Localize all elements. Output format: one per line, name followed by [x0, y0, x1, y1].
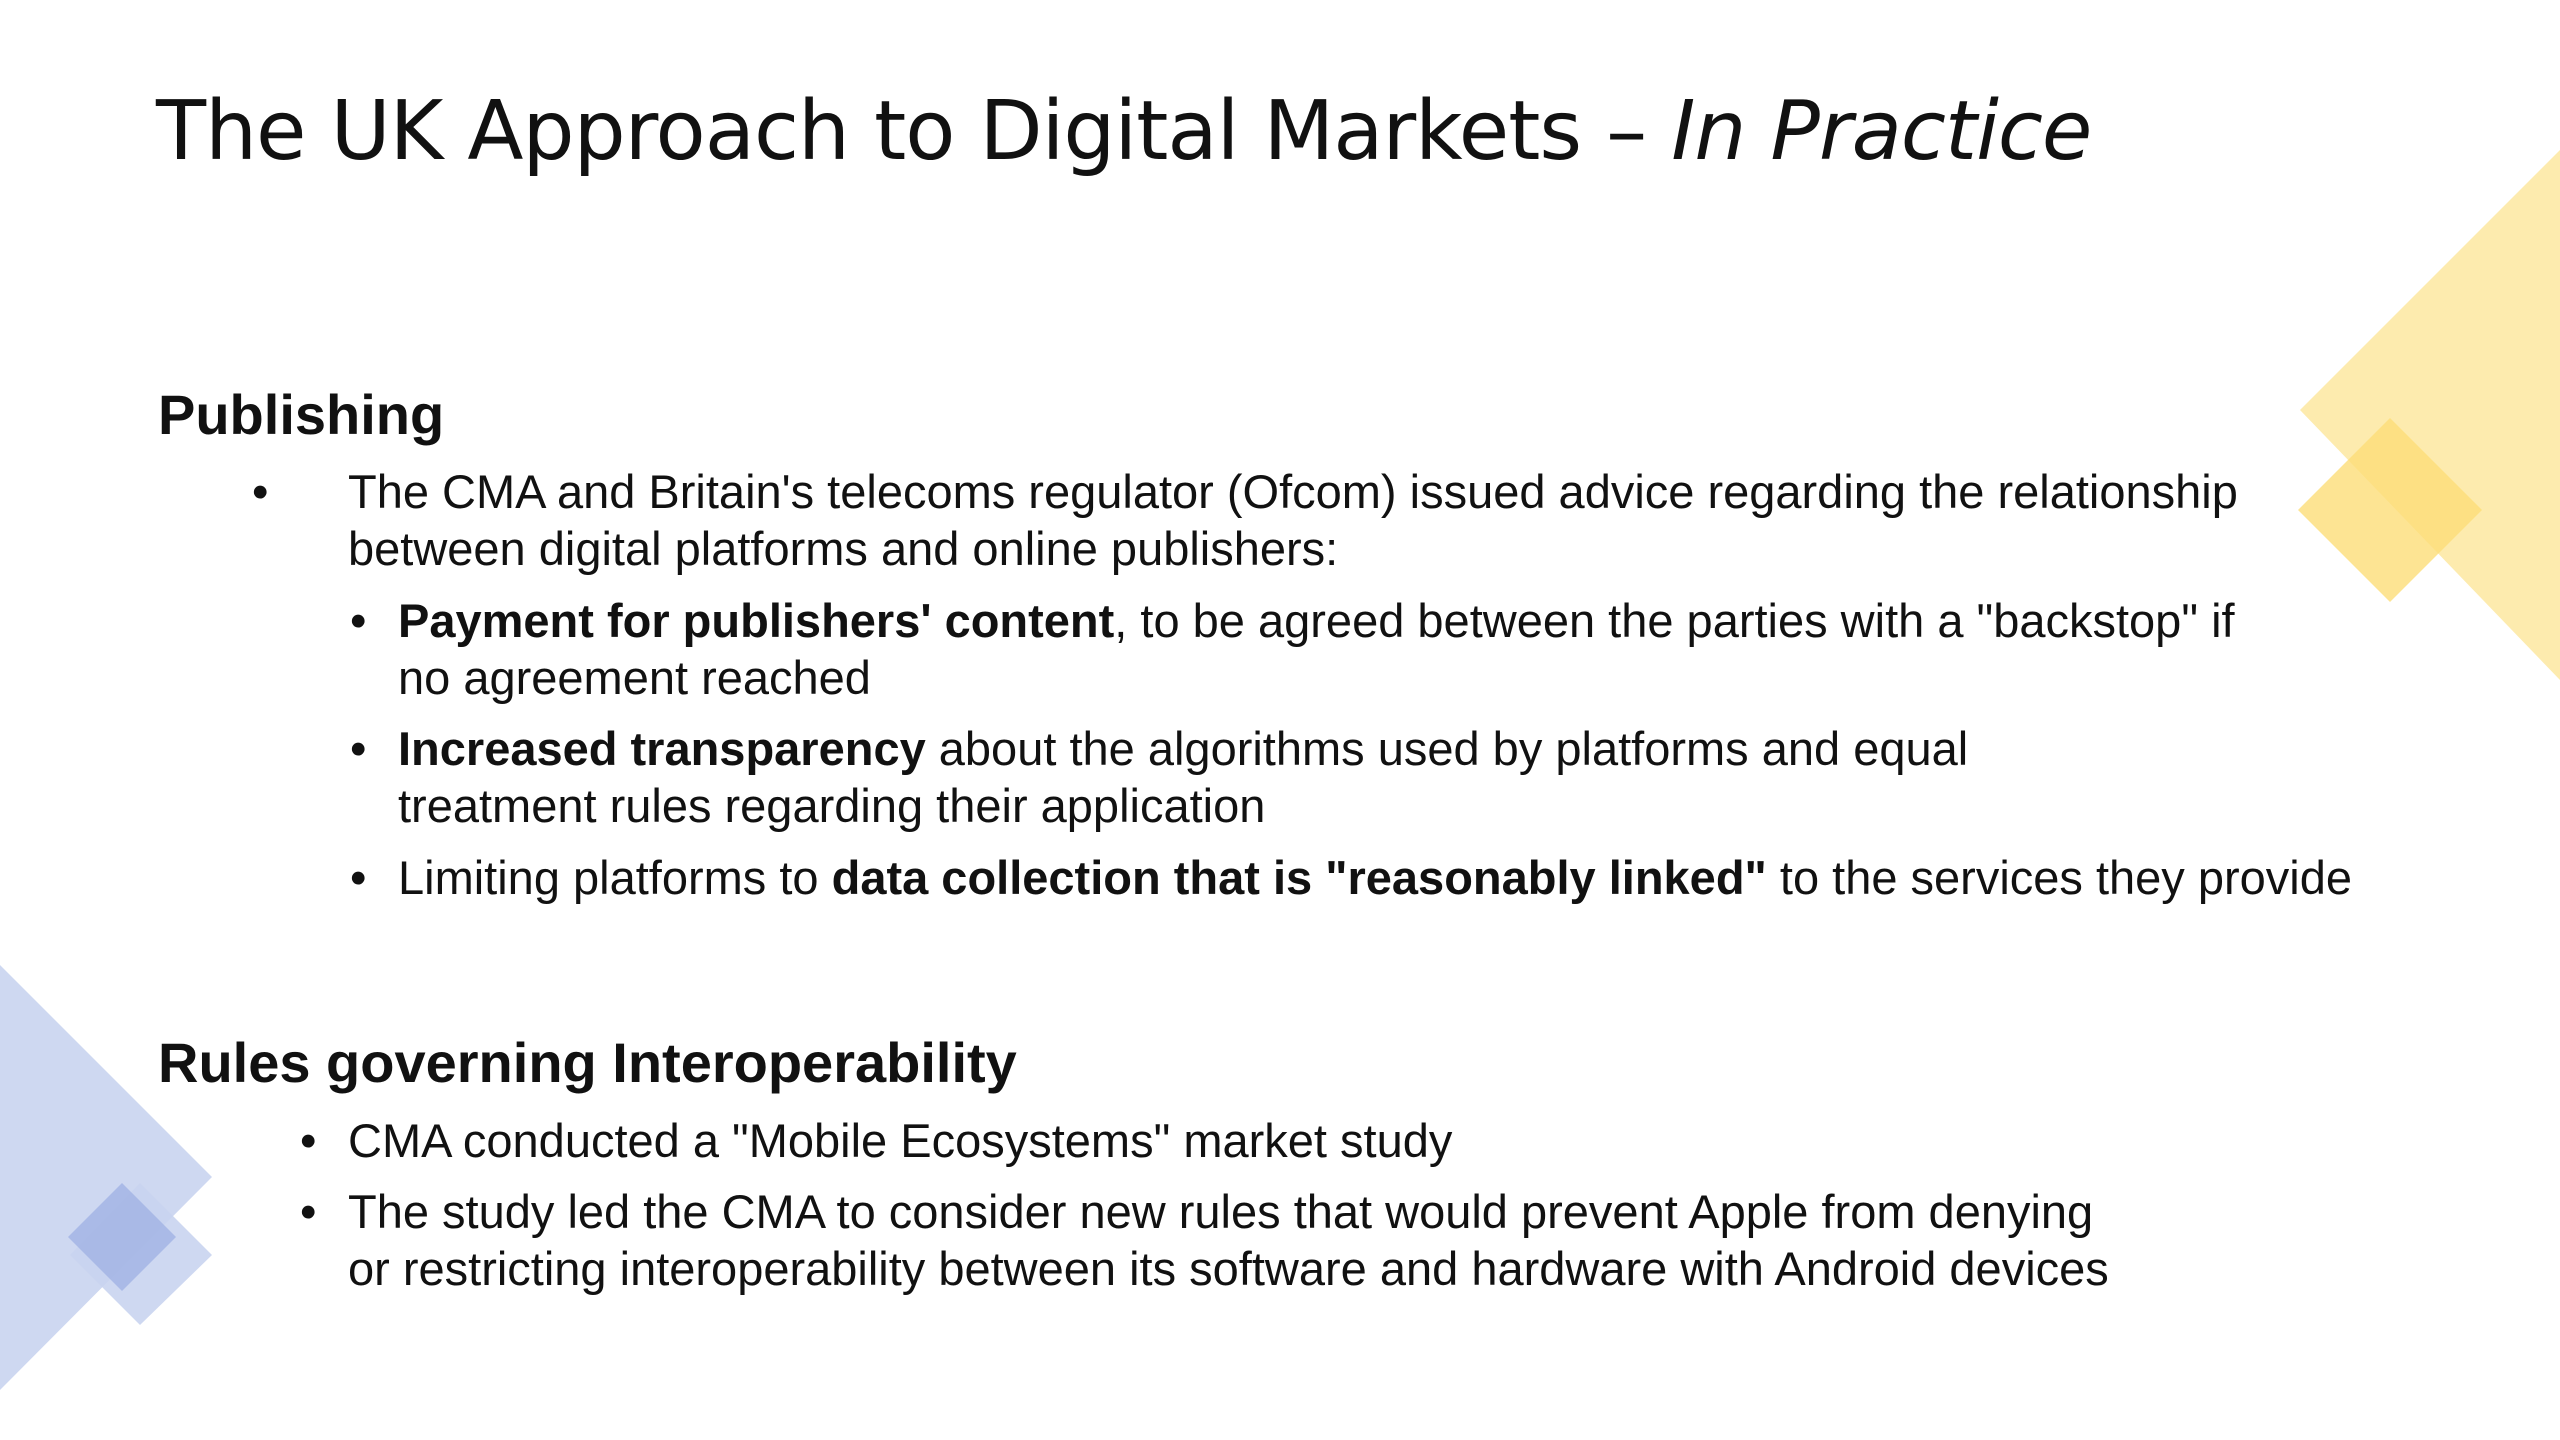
transparency-line1: [398, 720, 1968, 777]
publishing-intro-bullet: [252, 463, 2238, 577]
data-collection-post: to the services they provide: [1766, 851, 2353, 904]
data-collection-line: [398, 849, 2352, 906]
transparency-line2: treatment rules regarding their application: [398, 779, 1266, 832]
yellow-diamond-large: [2300, 150, 2560, 680]
payment-line2: no agreement reached: [398, 651, 871, 704]
bullet-dot: •: [300, 1114, 317, 1167]
slide-title: [156, 72, 2091, 192]
payment-bold: Payment for publishers' content: [398, 594, 1115, 647]
payment-line1: [398, 592, 2235, 649]
payment-line1-rest: , to be agreed between the parties with a "backstop" if: [1114, 594, 2235, 647]
data-collection-pre: Limiting platforms to: [398, 851, 832, 904]
publishing-heading: Publishing: [158, 383, 445, 446]
transparency-line1-rest: about the algorithms used by platforms and equal: [925, 722, 1969, 775]
interoperability-bullet-study: [300, 1112, 1452, 1169]
bullet-dot: •: [252, 465, 269, 518]
bullet-dot: •: [350, 722, 367, 775]
publishing-intro-line2: between digital platforms and online publishers:: [348, 522, 1339, 575]
interoperability-item2-line1: The study led the CMA to consider new rules that would prevent Apple from denying: [348, 1185, 2094, 1238]
interoperability-heading: Rules governing Interoperability: [158, 1031, 1017, 1094]
publishing-intro-line1: The CMA and Britain's telecoms regulator (Ofcom) issued advice regarding the relationship: [348, 465, 2238, 518]
publishing-sub-bullet-payment: [350, 592, 2235, 706]
title-main: The UK Approach to Digital Markets –: [156, 84, 1672, 179]
bullet-dot: •: [350, 851, 367, 904]
data-collection-bold: data collection that is "reasonably linked": [831, 851, 1767, 904]
title-emphasis: In Practice: [1671, 84, 2092, 179]
publishing-sub-bullet-data-collection: [350, 849, 2352, 906]
bullet-dot: •: [350, 594, 367, 647]
interoperability-item1: CMA conducted a "Mobile Ecosystems" market study: [348, 1114, 1453, 1167]
transparency-bold: Increased transparency: [398, 722, 926, 775]
publishing-sub-bullet-transparency: [350, 720, 1968, 834]
interoperability-bullet-rules: [300, 1183, 2109, 1297]
interoperability-item2-line2: or restricting interoperability between its software and hardware with Android devices: [348, 1242, 2109, 1295]
bullet-dot: •: [300, 1185, 317, 1238]
